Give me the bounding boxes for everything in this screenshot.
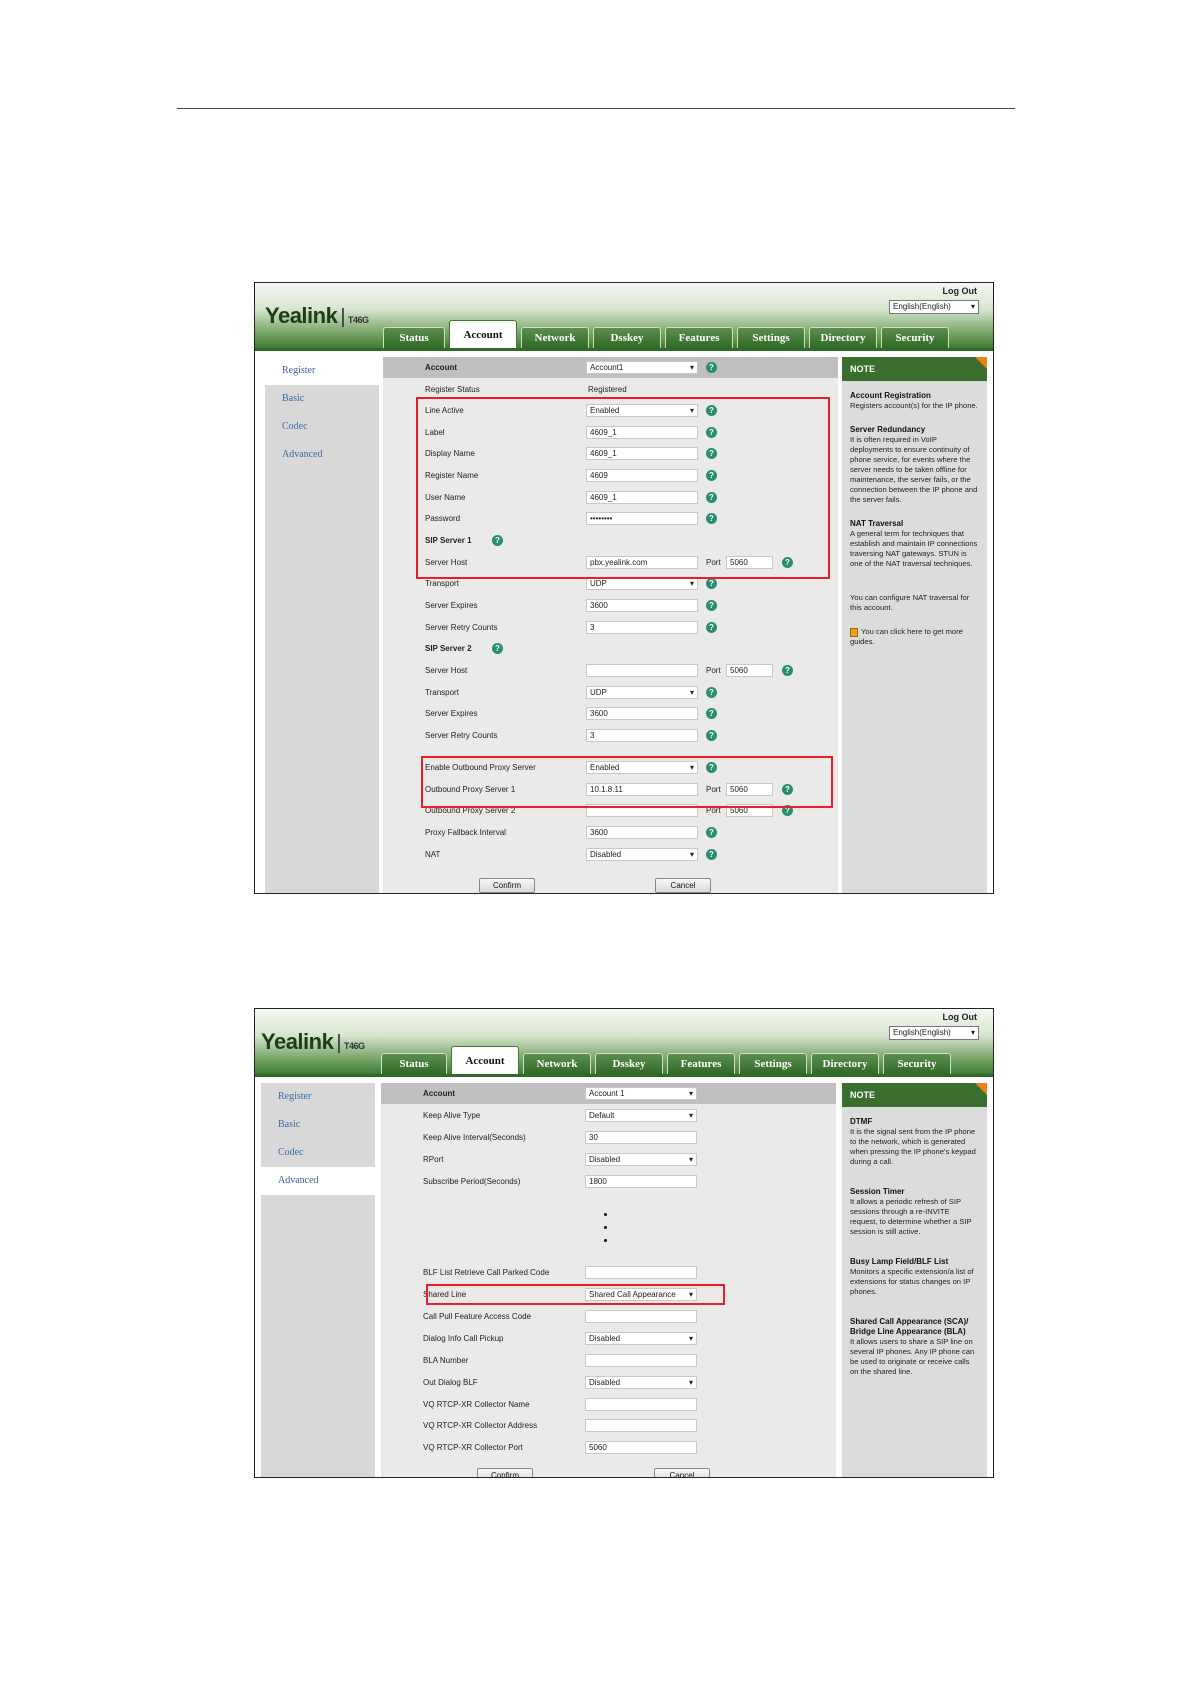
port-1-input[interactable]: 5060 (726, 556, 773, 569)
tab-underline (255, 1074, 993, 1077)
nav-advanced[interactable]: Advanced (261, 1167, 375, 1195)
server-host-2-label: Server Host (425, 666, 468, 675)
highlight-box (416, 397, 830, 579)
help-icon[interactable]: ? (782, 784, 793, 795)
note-text: A general term for techniques that establish and maintain IP connections traversing NAT gateways. STUN is one of the NAT traversal techniques. (850, 529, 978, 568)
account-advanced-screenshot (254, 1008, 994, 1478)
note-panel (842, 357, 987, 893)
advanced-form (381, 1083, 836, 1477)
port-2-label: Port (706, 666, 721, 675)
highlight-box (421, 756, 833, 808)
transport-1-select[interactable]: UDP ▾ (586, 577, 698, 590)
subscribe-label: Subscribe Period(Seconds) (423, 1177, 521, 1186)
note-heading: NAT Traversal (850, 519, 904, 528)
help-icon[interactable]: ? (706, 405, 717, 416)
tab-dsskey[interactable]: Dsskey (595, 1053, 663, 1074)
outbound-1-input[interactable]: 10.1.8.11 (586, 783, 698, 796)
note-text: It is often required in VoIP deployments to ensure continuity of phone service, for events where the server needs to be taken offline for maintenance, the server fails, or the connection between the IP phone and the server fails. (850, 435, 978, 504)
blf-parked-input[interactable] (585, 1266, 697, 1279)
account-label: Account (423, 1089, 455, 1098)
help-icon[interactable]: ? (706, 730, 717, 741)
display-name-input[interactable]: 4609_1 (586, 447, 698, 460)
language-select[interactable]: English(English) ▾ (889, 300, 979, 314)
help-icon[interactable]: ? (706, 849, 717, 860)
help-icon[interactable]: ? (706, 513, 717, 524)
nav-codec[interactable]: Codec (282, 421, 308, 432)
note-title: NOTE (842, 357, 987, 381)
server-retry-1-label: Server Retry Counts (425, 623, 498, 632)
account-register-screenshot (254, 282, 994, 894)
dialog-pickup-select[interactable]: Disabled ▾ (585, 1332, 697, 1345)
fallback-label: Proxy Fallback Interval (425, 828, 506, 837)
yealink-logo: Yealink | T46G (265, 303, 369, 328)
note-heading: Busy Lamp Field/BLF List (850, 1257, 949, 1266)
transport-2-label: Transport (425, 688, 459, 697)
nav-basic[interactable]: Basic (278, 1119, 301, 1130)
help-icon[interactable]: ? (706, 578, 717, 589)
rport-select[interactable]: Disabled ▾ (585, 1153, 697, 1166)
line-active-select[interactable]: Enabled ▾ (586, 404, 698, 417)
tab-underline (255, 348, 993, 351)
outbound-1-port-label: Port (706, 785, 721, 794)
ellipsis-dot (604, 1226, 607, 1229)
help-icon[interactable]: ? (492, 535, 503, 546)
help-icon[interactable]: ? (706, 470, 717, 481)
password-input[interactable]: •••••••• (586, 512, 698, 525)
help-icon[interactable]: ? (492, 643, 503, 654)
confirm-button[interactable]: Confirm (479, 878, 535, 893)
tab-settings[interactable]: Settings (737, 327, 805, 348)
outbound-enable-select[interactable]: Enabled ▾ (586, 761, 698, 774)
user-name-label: User Name (425, 493, 466, 502)
outbound-1-label: Outbound Proxy Server 1 (425, 785, 516, 794)
note-heading: Shared Call Appearance (SCA)/ Bridge Line Appearance (BLA) (850, 1317, 969, 1336)
vq-port-input[interactable]: 5060 (585, 1441, 697, 1454)
rport-label: RPort (423, 1155, 444, 1164)
nav-register[interactable]: Register (265, 357, 379, 385)
note-heading: Session Timer (850, 1187, 905, 1196)
note-text: Registers account(s) for the IP phone. (850, 401, 978, 410)
logout-link[interactable]: Log Out (942, 1012, 977, 1022)
left-nav (265, 357, 379, 893)
note-heading: Account Registration (850, 391, 931, 400)
keepalive-type-label: Keep Alive Type (423, 1111, 481, 1120)
nav-advanced[interactable]: Advanced (282, 449, 323, 460)
keepalive-type-select[interactable]: Default ▾ (585, 1109, 697, 1122)
top-bar (255, 1009, 993, 1074)
note-panel (842, 1083, 987, 1477)
dialog-pickup-label: Dialog Info Call Pickup (423, 1334, 504, 1343)
bla-number-label: BLA Number (423, 1356, 469, 1365)
outbound-enable-label: Enable Outbound Proxy Server (425, 763, 536, 772)
call-pull-input[interactable] (585, 1310, 697, 1323)
ellipsis-dot (604, 1213, 607, 1216)
help-icon[interactable]: ? (706, 827, 717, 838)
help-icon[interactable]: ? (782, 557, 793, 568)
port-2-input[interactable]: 5060 (726, 664, 773, 677)
highlight-box (426, 1284, 725, 1305)
help-icon[interactable]: ? (706, 492, 717, 503)
help-icon[interactable]: ? (706, 708, 717, 719)
line-active-label: Line Active (425, 406, 464, 415)
vq-name-input[interactable] (585, 1398, 697, 1411)
note-text: It allows users to share a SIP line on several IP phones. Any IP phone can be used to originate or receive calls on the shared line. (850, 1337, 975, 1376)
subscribe-input[interactable]: 1800 (585, 1175, 697, 1188)
left-nav (261, 1083, 375, 1477)
tab-settings[interactable]: Settings (739, 1053, 807, 1074)
help-icon[interactable]: ? (782, 805, 793, 816)
register-status-value: Registered (588, 385, 627, 394)
account-label: Account (425, 363, 457, 372)
tab-features[interactable]: Features (665, 327, 733, 348)
confirm-button[interactable]: Confirm (477, 1468, 533, 1478)
note-text: You can configure NAT traversal for this account. (850, 593, 970, 612)
sip-server-2-heading: SIP Server 2 (425, 644, 472, 653)
nav-register[interactable]: Register (278, 1091, 312, 1102)
server-expires-1-label: Server Expires (425, 601, 478, 610)
nav-basic[interactable]: Basic (282, 393, 305, 404)
nat-select[interactable]: Disabled ▾ (586, 848, 698, 861)
cancel-button[interactable]: Cancel (655, 878, 711, 893)
shared-line-label: Shared Line (423, 1290, 467, 1299)
ellipsis-dot (604, 1239, 607, 1242)
port-1-label: Port (706, 558, 721, 567)
out-dialog-select[interactable]: Disabled ▾ (585, 1376, 697, 1389)
nat-label: NAT (425, 850, 441, 859)
note-text: It allows a periodic refresh of SIP sessions through a re-INVITE request, to determine whether a SIP session is still active. (850, 1197, 972, 1236)
sip-server-1-heading: SIP Server 1 (425, 536, 472, 545)
server-expires-2-input[interactable]: 3600 (586, 707, 698, 720)
tab-directory[interactable]: Directory (811, 1053, 879, 1074)
page-header-rule (177, 108, 1015, 109)
tab-status[interactable]: Status (381, 1053, 447, 1074)
transport-1-label: Transport (425, 579, 459, 588)
tab-status[interactable]: Status (383, 327, 445, 348)
server-retry-2-input[interactable]: 3 (586, 729, 698, 742)
bla-number-input[interactable] (585, 1354, 697, 1367)
note-heading: DTMF (850, 1117, 873, 1126)
password-label: Password (425, 514, 461, 523)
vq-address-label: VQ RTCP-XR Collector Address (423, 1421, 538, 1430)
outbound-2-label: Outbound Proxy Server 2 (425, 806, 516, 815)
main-tabs (381, 1050, 955, 1074)
cancel-button[interactable]: Cancel (654, 1468, 710, 1478)
register-name-label: Register Name (425, 471, 479, 480)
tab-security[interactable]: Security (881, 327, 949, 348)
tab-network[interactable]: Network (521, 327, 589, 348)
tab-dsskey[interactable]: Dsskey (593, 327, 661, 348)
label-label: Label (425, 428, 445, 437)
help-icon[interactable]: ? (782, 665, 793, 676)
register-status-label: Register Status (425, 385, 480, 394)
outbound-1-port-input[interactable]: 5060 (726, 783, 773, 796)
yealink-logo: Yealink | T46G (261, 1029, 365, 1054)
help-icon[interactable]: ? (706, 622, 717, 633)
tab-features[interactable]: Features (667, 1053, 735, 1074)
note-text: It is the signal sent from the IP phone to the network, which is generated when pressing the IP phone's keypad during a call. (850, 1127, 976, 1166)
guide-icon (850, 628, 858, 637)
register-name-input[interactable]: 4609 (586, 469, 698, 482)
server-expires-2-label: Server Expires (425, 709, 478, 718)
note-guide[interactable]: You can click here to get more guides. (850, 627, 963, 646)
transport-2-select[interactable]: UDP ▾ (586, 686, 698, 699)
help-icon[interactable]: ? (706, 448, 717, 459)
vq-port-label: VQ RTCP-XR Collector Port (423, 1443, 523, 1452)
tab-network[interactable]: Network (523, 1053, 591, 1074)
help-icon[interactable]: ? (706, 600, 717, 611)
server-host-1-input[interactable]: pbx.yealink.com (586, 556, 698, 569)
tab-account[interactable]: Account (449, 320, 517, 348)
account-select[interactable]: Account1 ▾ (586, 361, 698, 374)
user-name-input[interactable]: 4609_1 (586, 491, 698, 504)
tab-directory[interactable]: Directory (809, 327, 877, 348)
label-input[interactable]: 4609_1 (586, 426, 698, 439)
fallback-input[interactable]: 3600 (586, 826, 698, 839)
server-expires-1-input[interactable]: 3600 (586, 599, 698, 612)
out-dialog-label: Out Dialog BLF (423, 1378, 478, 1387)
shared-line-select[interactable]: Shared Call Appearance ▾ (585, 1288, 697, 1301)
server-retry-1-input[interactable]: 3 (586, 621, 698, 634)
help-icon[interactable]: ? (706, 687, 717, 698)
vq-name-label: VQ RTCP-XR Collector Name (423, 1400, 530, 1409)
keepalive-interval-label: Keep Alive Interval(Seconds) (423, 1133, 526, 1142)
tab-security[interactable]: Security (883, 1053, 951, 1074)
note-heading: Server Redundancy (850, 425, 926, 434)
server-host-1-label: Server Host (425, 558, 468, 567)
keepalive-interval-input[interactable]: 30 (585, 1131, 697, 1144)
account-select[interactable]: Account 1 ▾ (585, 1087, 697, 1100)
logout-link[interactable]: Log Out (942, 286, 977, 296)
server-retry-2-label: Server Retry Counts (425, 731, 498, 740)
blf-parked-label: BLF List Retrieve Call Parked Code (423, 1268, 550, 1277)
nav-codec[interactable]: Codec (278, 1147, 304, 1158)
vq-address-input[interactable] (585, 1419, 697, 1432)
call-pull-label: Call Pull Feature Access Code (423, 1312, 532, 1321)
outbound-2-port-label: Port (706, 806, 721, 815)
tab-account[interactable]: Account (451, 1046, 519, 1074)
server-host-2-input[interactable] (586, 664, 698, 677)
language-select[interactable]: English(English) ▾ (889, 1026, 979, 1040)
outbound-2-port-input[interactable]: 5060 (726, 804, 773, 817)
help-icon[interactable]: ? (706, 362, 717, 373)
help-icon[interactable]: ? (706, 427, 717, 438)
top-bar (255, 283, 993, 348)
display-name-label: Display Name (425, 449, 475, 458)
help-icon[interactable]: ? (706, 762, 717, 773)
main-tabs (383, 324, 953, 348)
note-text: Monitors a specific extension/a list of extensions for status changes on IP phones. (850, 1267, 974, 1296)
note-title: NOTE (842, 1083, 987, 1107)
